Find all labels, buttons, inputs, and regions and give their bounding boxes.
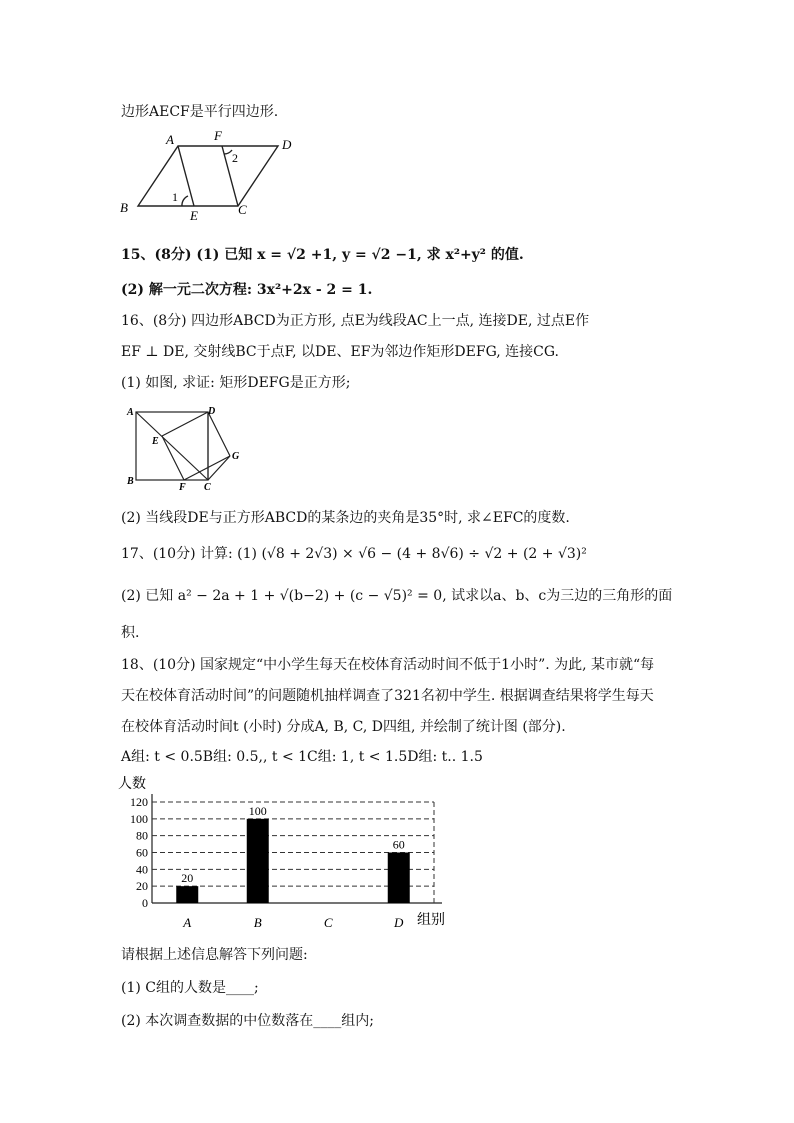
fig1-label-b: B bbox=[120, 200, 128, 215]
chart-xlabel: 组别 bbox=[417, 913, 445, 928]
text-line-aecf: 边形AECF是平行四边形. bbox=[121, 104, 279, 120]
chart-data-label: 60 bbox=[392, 837, 405, 852]
fig2-label-f: F bbox=[179, 482, 186, 493]
chart-data-label: 20 bbox=[181, 871, 194, 886]
question-18-groups: A组: t < 0.5B组: 0.5,, t < 1C组: 1, t < 1.5D组: t.. 1.5 bbox=[121, 749, 483, 765]
question-18-line2: 天在校体育活动时间”的问题随机抽样调查了321名初中学生. 根据调查结果将学生每天 bbox=[121, 688, 654, 704]
question-18-ask: 请根据上述信息解答下列问题: bbox=[121, 947, 308, 963]
question-18-line1: 18、(10分) 国家规定“中小学生每天在校体育活动时间不低于1小时”. 为此, 某市就“每 bbox=[121, 657, 655, 673]
question-18-line3: 在校体育活动时间t (小时) 分成A, B, C, D四组, 并绘制了统计图 (部分). bbox=[121, 719, 566, 735]
chart-ylabel: 人数 bbox=[118, 777, 146, 792]
question-16-part1: (1) 如图, 求证: 矩形DEFG是正方形; bbox=[121, 375, 351, 391]
question-16-part2: (2) 当线段DE与正方形ABCD的某条边的夹角是35°时, 求∠EFC的度数. bbox=[121, 510, 570, 526]
chart-bar-d bbox=[388, 853, 410, 904]
chart-data-label: 100 bbox=[248, 803, 267, 818]
chart-category-label: C bbox=[323, 915, 333, 930]
fig1-angle-2: 2 bbox=[232, 151, 238, 165]
fig2-label-g: G bbox=[232, 451, 240, 462]
fig1-label-a: A bbox=[166, 132, 174, 147]
chart-bar-a bbox=[176, 886, 198, 903]
bar-chart bbox=[112, 772, 462, 940]
question-15-part2: (2) 解一元二次方程: 3x²+2x - 2 = 1. bbox=[121, 282, 373, 298]
fig1-label-f: F bbox=[214, 128, 222, 143]
fig1-label-c: C bbox=[238, 202, 247, 217]
chart-ytick-label: 60 bbox=[136, 845, 148, 860]
chart-bar-b bbox=[247, 819, 269, 903]
fig1-label-e: E bbox=[190, 208, 198, 223]
chart-category-label: A bbox=[183, 915, 192, 930]
fig2-label-a: A bbox=[127, 407, 134, 418]
fig1-label-d: D bbox=[282, 137, 292, 152]
chart-ytick-label: 100 bbox=[130, 811, 148, 826]
chart-category-label: B bbox=[253, 915, 262, 930]
question-18-part1: (1) C组的人数是____; bbox=[121, 980, 259, 996]
question-17-part1: 17、(10分) 计算: (1) (√8 + 2√3) × √6 − (4 + 8√6) ÷ √2 + (2 + √3)² bbox=[121, 546, 587, 562]
chart-ytick-label: 120 bbox=[130, 795, 148, 809]
fig2-label-d: D bbox=[208, 406, 216, 417]
question-16-line1: 16、(8分) 四边形ABCD为正方形, 点E为线段AC上一点, 连接DE, 过点E作 bbox=[121, 313, 590, 329]
square-figure bbox=[122, 402, 252, 494]
fig1-angle-1: 1 bbox=[172, 190, 178, 204]
chart-ytick-label: 80 bbox=[136, 828, 148, 843]
question-16-line2: EF ⊥ DE, 交射线BC于点F, 以DE、EF为邻边作矩形DEFG, 连接CG. bbox=[121, 344, 560, 360]
chart-ytick-label: 20 bbox=[136, 879, 148, 894]
chart-category-label: D bbox=[394, 915, 404, 930]
question-18-part2: (2) 本次调查数据的中位数落在____组内; bbox=[121, 1013, 374, 1029]
fig2-label-e: E bbox=[152, 436, 159, 447]
fig2-label-b: B bbox=[127, 476, 134, 487]
chart-ytick-label: 40 bbox=[136, 862, 148, 877]
fig2-label-c: C bbox=[204, 482, 211, 493]
chart-ytick-label: 0 bbox=[142, 896, 148, 910]
question-15-part1: 15、(8分) (1) 已知 x = √2 +1, y = √2 −1, 求 x²+y² 的值. bbox=[121, 247, 524, 263]
parallelogram-figure bbox=[110, 128, 310, 226]
question-17-part2: (2) 已知 a² − 2a + 1 + √(b−2) + (c − √5)² = 0, 试求以a、b、c为三边的三角形的面 bbox=[121, 588, 673, 604]
question-17-part2-end: 积. bbox=[121, 625, 140, 641]
